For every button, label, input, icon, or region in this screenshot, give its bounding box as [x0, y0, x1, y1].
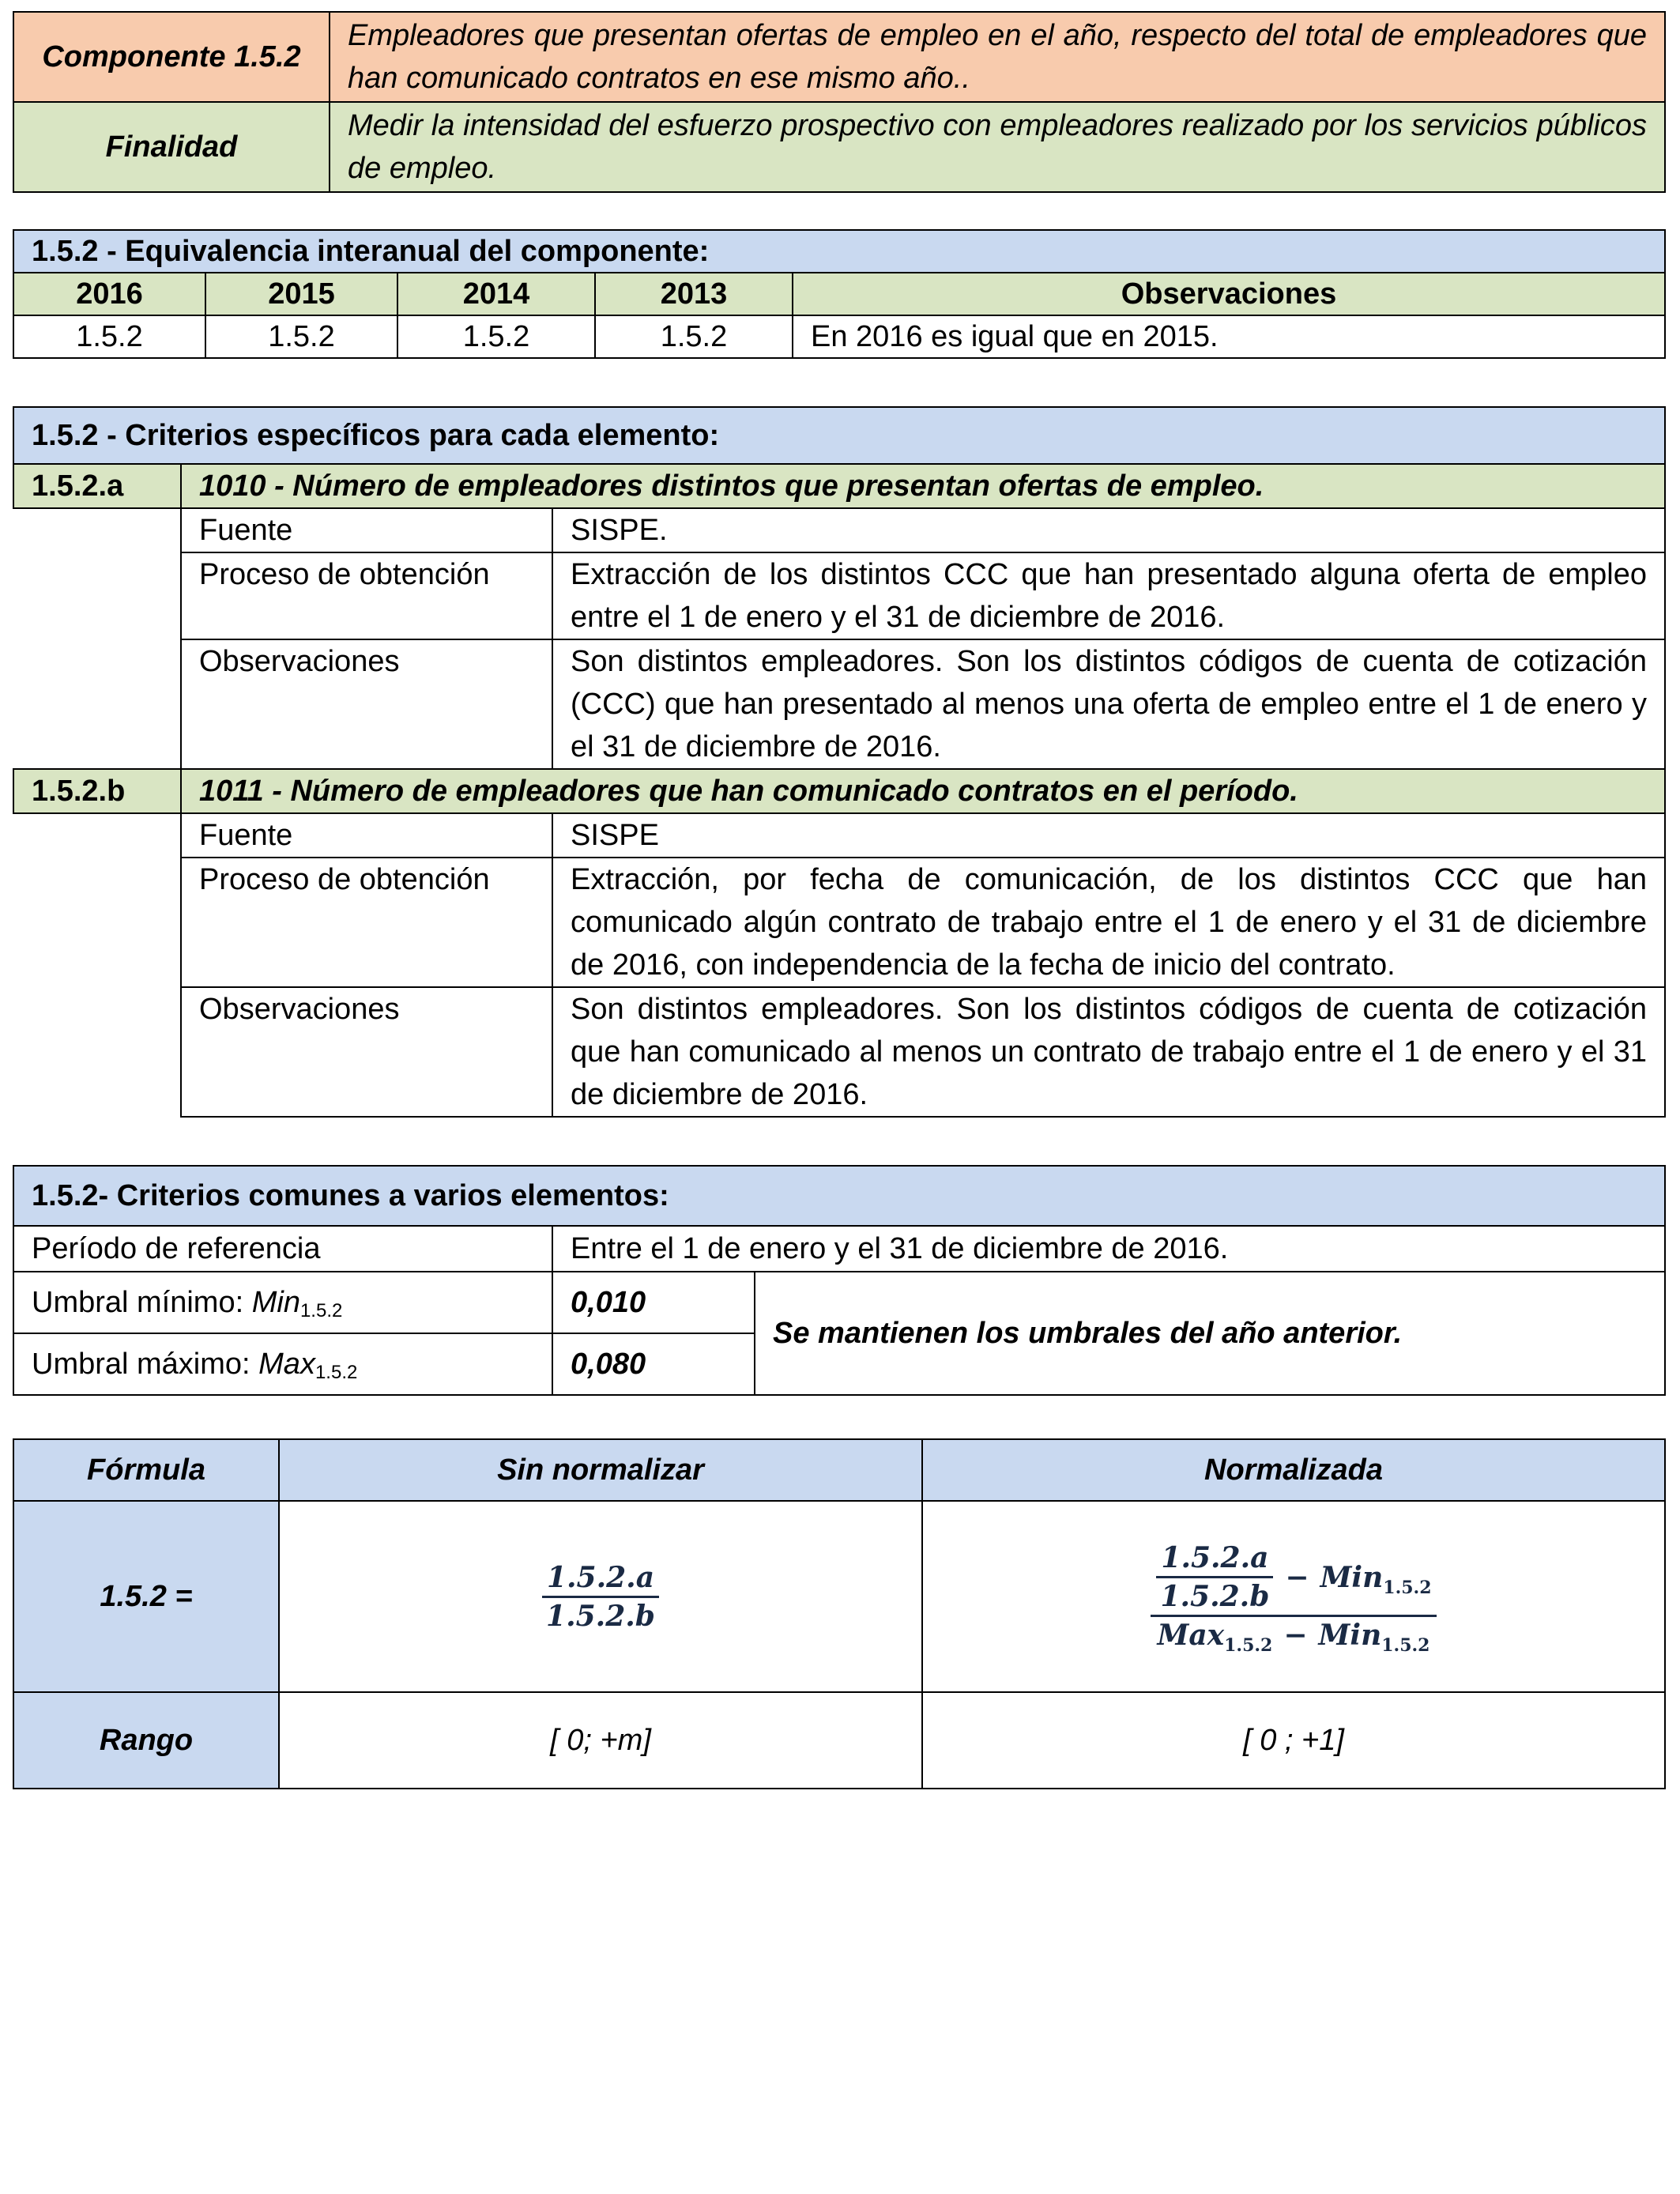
col-header: 2015 [205, 273, 397, 315]
table-cell: 1.5.2 [595, 315, 793, 358]
element-a-row [13, 508, 1665, 552]
element-b-row [13, 987, 1665, 1117]
fraction [541, 1559, 660, 1634]
umbral-min-value: 0,010 [552, 1272, 755, 1333]
min-subscript: 1.5.2 [1383, 1577, 1432, 1598]
element-b-header-row [13, 769, 1665, 813]
table-cell: 1.5.2 [13, 315, 205, 358]
umbral-max-text: Umbral máximo: [32, 1348, 259, 1381]
row-value: Extracción, por fecha de comunicación, de los distintos CCC que han comunicado algún contrato de trabajo entre el 1 de enero y el 31 de diciembre de 2016, con independencia de la fecha de inicio del contrato. [552, 858, 1665, 987]
min-term [1318, 1617, 1430, 1656]
element-name: 1010 - Número de empleadores distintos que presentan ofertas de empleo. [181, 464, 1665, 508]
row-value: Extracción de los distintos CCC que han presentado alguna oferta de empleo entre el 1 de enero y el 31 de diciembre de 2016. [552, 552, 1665, 639]
umbral-note: Se mantienen los umbrales del año anterior. [755, 1272, 1665, 1395]
sin-normalizar-header: Sin normalizar [279, 1439, 922, 1501]
finalidad-row [13, 102, 1665, 192]
row-label: Fuente [181, 813, 552, 858]
col-header: 2016 [13, 273, 205, 315]
min-symbol: Min [1318, 1619, 1382, 1652]
criterios-comunes-table [13, 1165, 1666, 1396]
row-value: Son distintos empleadores. Son los distintos códigos de cuenta de cotización que han comunicado al menos un contrato de trabajo entre el 1 de enero y el 31 de diciembre de 2016. [552, 987, 1665, 1117]
componente-text: Empleadores que presentan ofertas de empleo en el año, respecto del total de empleadores que han comunicado contratos en ese mismo año.. [330, 12, 1665, 102]
row-label: Observaciones [181, 987, 552, 1117]
formula-table [13, 1438, 1666, 1789]
umbral-min-text: Umbral mínimo: [32, 1286, 252, 1319]
finalidad-text: Medir la intensidad del esfuerzo prospectivo con empleadores realizado por los servicios públicos de empleo. [330, 102, 1665, 192]
normalizada-formula [922, 1501, 1665, 1692]
outer-fraction [1151, 1540, 1436, 1656]
equivalencia-header-row [13, 273, 1665, 315]
criterios-especificos-table [13, 406, 1666, 1118]
umbral-min-row [13, 1272, 1665, 1333]
formula-header: Fórmula [13, 1439, 279, 1501]
element-a-row [13, 639, 1665, 769]
col-header: Observaciones [793, 273, 1665, 315]
normalizada-header: Normalizada [922, 1439, 1665, 1501]
element-code: 1.5.2.b [13, 769, 181, 813]
element-a-row [13, 552, 1665, 639]
row-value: SISPE. [552, 508, 1665, 552]
rango-sin-normalizar: [ 0; +m] [279, 1692, 922, 1789]
rango-normalizada: [ 0 ; +1] [922, 1692, 1665, 1789]
max-term [1157, 1617, 1273, 1656]
periodo-label: Período de referencia [13, 1226, 552, 1272]
outer-numerator [1151, 1540, 1436, 1617]
row-value: SISPE [552, 813, 1665, 858]
equivalencia-data-row [13, 315, 1665, 358]
formula-header-row [13, 1439, 1665, 1501]
denominator-expression [1157, 1617, 1430, 1656]
finalidad-label: Finalidad [13, 102, 330, 192]
criterios-especificos-title: 1.5.2 - Criterios específicos para cada elemento: [13, 407, 1665, 464]
table-cell: En 2016 es igual que en 2015. [793, 315, 1665, 358]
umbral-min-symbol: Min [251, 1286, 300, 1319]
componente-label: Componente 1.5.2 [13, 12, 330, 102]
spacer-cell [13, 508, 181, 769]
row-label: Proceso de obtención [181, 552, 552, 639]
umbral-max-value: 0,080 [552, 1333, 755, 1395]
equivalencia-table [13, 229, 1666, 359]
formula-label: 1.5.2 = [13, 1501, 279, 1692]
row-label: Proceso de obtención [181, 858, 552, 987]
umbral-min-label [13, 1272, 552, 1333]
umbral-max-symbol: Max [258, 1348, 315, 1381]
table-cell: 1.5.2 [397, 315, 595, 358]
umbral-max-subscript: 1.5.2 [315, 1362, 358, 1383]
minus-sign: − [1285, 1560, 1309, 1594]
component-header-table [13, 11, 1666, 193]
max-symbol: Max [1157, 1619, 1225, 1652]
denominator: 1.5.2.b [546, 1599, 655, 1633]
outer-denominator [1152, 1617, 1434, 1656]
row-value: Son distintos empleadores. Son los distintos códigos de cuenta de cotización (CCC) que han presentado al menos una oferta de empleo entre el 1 de enero y el 31 de diciembre de 2016. [552, 639, 1665, 769]
umbral-min-subscript: 1.5.2 [299, 1300, 343, 1321]
minus-sign: − [1283, 1619, 1308, 1652]
col-header: 2014 [397, 273, 595, 315]
equivalencia-title: 1.5.2 - Equivalencia interanual del componente: [13, 230, 1665, 273]
row-label: Observaciones [181, 639, 552, 769]
element-name: 1011 - Número de empleadores que han comunicado contratos en el período. [181, 769, 1665, 813]
element-code: 1.5.2.a [13, 464, 181, 508]
min-subscript: 1.5.2 [1381, 1635, 1430, 1656]
componente-row [13, 12, 1665, 102]
periodo-row [13, 1226, 1665, 1272]
inner-denominator: 1.5.2.b [1160, 1580, 1270, 1613]
spacer-cell [13, 813, 181, 1117]
element-a-header-row [13, 464, 1665, 508]
umbral-max-label [13, 1333, 552, 1395]
element-b-row [13, 858, 1665, 987]
table-cell: 1.5.2 [205, 315, 397, 358]
col-header: 2013 [595, 273, 793, 315]
periodo-value: Entre el 1 de enero y el 31 de diciembre de 2016. [552, 1226, 1665, 1272]
numerator-expression [1155, 1540, 1431, 1615]
inner-numerator: 1.5.2.a [1156, 1540, 1273, 1578]
min-term [1320, 1559, 1432, 1596]
formula-row [13, 1501, 1665, 1692]
row-label: Fuente [181, 508, 552, 552]
max-subscript: 1.5.2 [1224, 1635, 1273, 1656]
numerator: 1.5.2.a [542, 1559, 659, 1598]
inner-fraction [1155, 1540, 1274, 1615]
min-symbol: Min [1320, 1560, 1384, 1594]
criterios-comunes-title: 1.5.2- Criterios comunes a varios elementos: [13, 1166, 1665, 1226]
element-b-row [13, 813, 1665, 858]
rango-row [13, 1692, 1665, 1789]
sin-normalizar-formula [279, 1501, 922, 1692]
rango-label: Rango [13, 1692, 279, 1789]
